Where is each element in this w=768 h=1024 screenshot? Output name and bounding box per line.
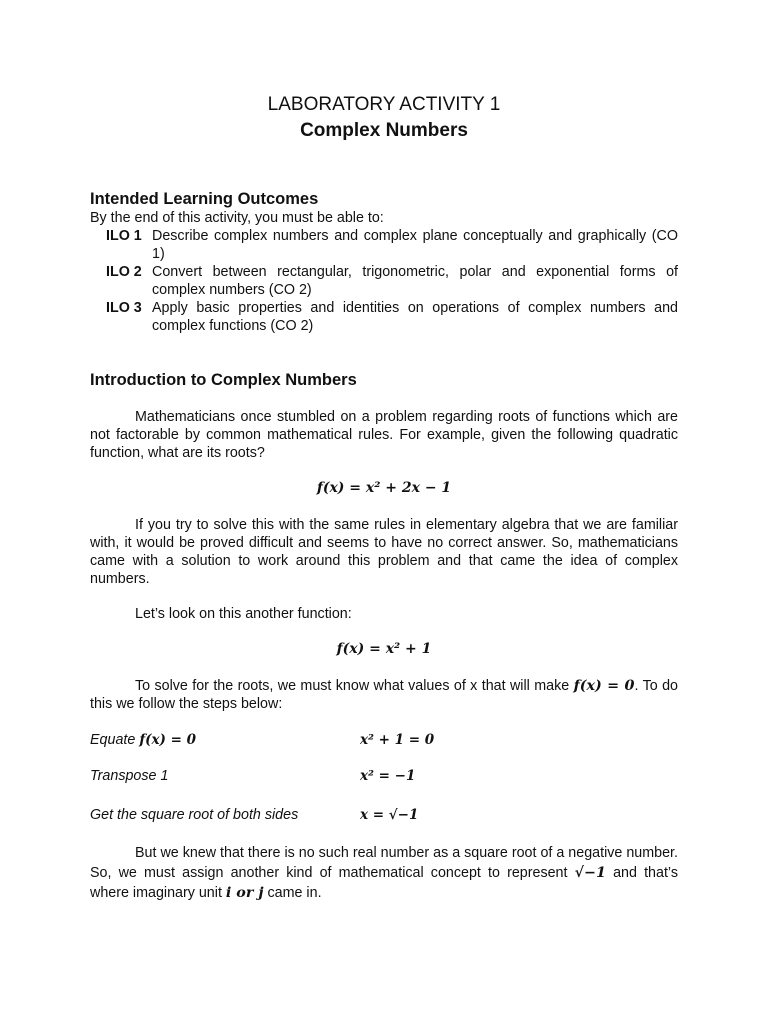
ilo-label: ILO 1 [106,228,142,244]
step-row [90,806,678,826]
paragraph-text: To solve for the roots, we must know what values of x that will make [135,678,574,694]
equation-quadratic: f(x) = x² + 2x − 1 [316,480,452,496]
step-equation: x² = −1 [360,768,416,784]
paragraph-text: . To do this we follow the steps below: [90,678,678,712]
step-label-text: Equate [90,732,136,748]
ilo-item [106,299,678,335]
intro-paragraph-2: If you try to solve this with the same rules in elementary algebra that we are familiar with, it would be proved difficult and seems to have no correct answer. So, mathematicians came with a solution to work around this problem and that came the idea of complex numbers. [90,517,678,587]
step-row [90,731,678,751]
step-label: Get the square root of both sides [90,807,299,823]
activity-subtitle: Complex Numbers [300,120,468,141]
ilo-text: Convert between rectangular, trigonometric, polar and exponential forms of complex numbers (CO 2) [152,264,678,298]
ilo-item [106,227,678,263]
inline-equation: f(x) = 0 [573,678,635,694]
step-label [90,731,196,749]
paragraph-text: came in. [263,885,322,901]
inline-equation: i or j [225,885,264,901]
paragraph-text: and that’s where imaginary unit [90,865,678,901]
step-row [90,767,678,787]
step-label: Transpose 1 [90,768,169,784]
ilo-text: Apply basic properties and identities on operations of complex numbers and complex functions (CO 2) [152,300,678,334]
paragraph-text: But we knew that there is no such real number as a square root of a negative number. So, we must assign another kind of mathematical concept to represent [90,845,678,881]
ilo-label: ILO 2 [106,264,142,280]
activity-title: LABORATORY ACTIVITY 1 [267,94,501,115]
outcomes-intro: By the end of this activity, you must be able to: [90,210,384,226]
intro-paragraph-3: Let’s look on this another function: [135,606,352,622]
intro-heading: Introduction to Complex Numbers [90,371,357,389]
ilo-text: Describe complex numbers and complex plane conceptually and graphically (CO 1) [152,228,678,262]
step-equation: x² + 1 = 0 [360,732,435,748]
ilo-label: ILO 3 [106,300,142,316]
inline-equation: √−1 [574,865,606,881]
intro-paragraph-1: Mathematicians once stumbled on a problem regarding roots of functions which are not factorable by common mathematical rules. For example, given the following quadratic function, what are its roots? [90,409,678,461]
equation-simple: f(x) = x² + 1 [336,641,432,657]
intro-paragraph-5 [90,843,678,903]
step-equation: x = √−1 [360,807,419,823]
outcomes-heading: Intended Learning Outcomes [90,190,319,208]
step-label-math: f(x) = 0 [139,732,197,748]
ilo-item [106,263,678,299]
ilo-list [106,227,678,335]
title-block [90,92,678,144]
intro-paragraph-4 [90,677,678,713]
